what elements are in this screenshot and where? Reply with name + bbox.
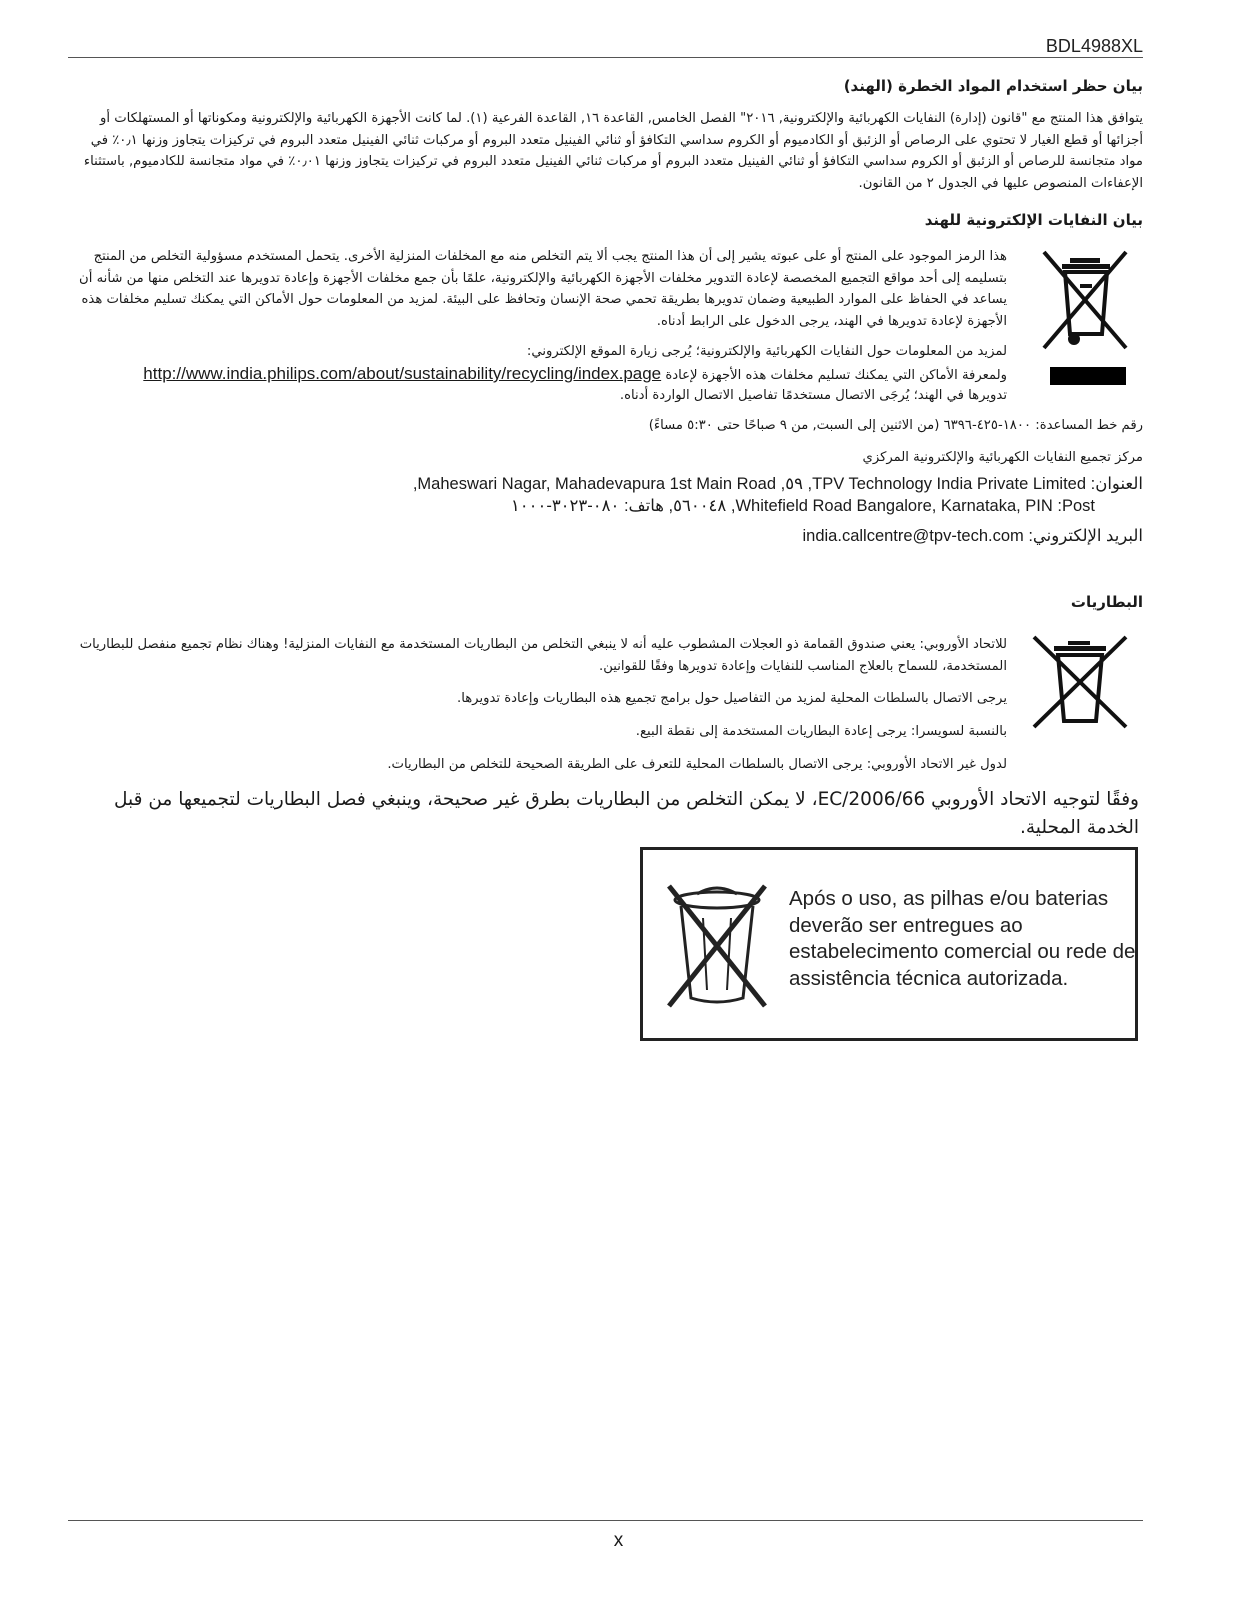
ewaste-link-intro: ولمعرفة الأماكن التي يمكنك تسليم مخلفات هذه الأجهزة لإعادة [665,368,1007,383]
battery-disposal-notice-text: Após o uso, as pilhas e/ou baterias deverão ser entregues ao estabelecimento comercial ou rede de assistência técnica autorizada. [789,887,1136,990]
footer-divider [68,1520,1143,1521]
hazardous-body: يتوافق هذا المنتج مع "قانون (إدارة) النفايات الكهربائية والإلكترونية, ٢٠١٦" الفصل الخامس, القاعدة ١٦, القاعدة الفرعية (١). لما كانت الأجهزة الكهربائية والإلكترونية ومكوناتها أو المستهلكات أو أجزائها أو قطع الغيار لا تحتوي على الرصاص أو الزئبق أو الكادميوم أو الكروم سداسي التكافؤ أو ثنائي الفينيل متعدد البروم أو مركبات ثنائي الفينيل متعدد البروم في تركيزات يتجاوز وزنها ٠٫١٪ في مواد متجانسة للرصاص أو الزئبق أو الكروم سداسي التكافؤ أو ثنائي الفينيل متعدد البروم أو مركبات ثنائي الفينيل متعدد البروم في تركيزات يتجاوز وزنها ٠٫٠١٪ في مواد متجانسة للكادميوم, باستثناء الإعفاءات المنصوص عليها في الجدول ٢ من القانون. [83,111,1143,191]
eu-directive-text: وفقًا لتوجيه الاتحاد الأوروبي 2006/66/EC، لا يمكن التخلص من البطاريات بطرق غير صحيحة، وينبغي فصل البطاريات لتجميعها من قبل الخدمة المحلية. [114,789,1139,838]
batteries-eu-text: للاتحاد الأوروبي: يعني صندوق القمامة ذو العجلات المشطوب عليه أنه لا ينبغي التخلص من البطاريات المستخدمة مع النفايات المنزلية! وهناك نظام تجميع منفصل للبطاريات المستخدمة، للسماح بالعلاج المناسب للنفايات وإعادة تدويرها وفقًا للقوانين. [79,637,1007,674]
ewaste-body: هذا الرمز الموجود على المنتج أو على عبوته يشير إلى أن هذا المنتج يجب ألا يتم التخلص منه مع المخلفات المنزلية الأخرى. يتحمل المستخدم مسؤولية التخلص من المنتج بتسليمه إلى أحد مواقع التجميع المخصصة لإعادة التدوير مخلفات الأجهزة الكهربائية والإلكترونية، علمًا بأن جمع مخلفات الأجهزة وإعادة تدويرها عند التخلص منها من شأنه أن يساعد في الحفاظ على الموارد الطبيعية وضمان تدويرها بطريقة تحمي صحة الإنسان وتحافظ على البيئة. لمزيد من المعلومات حول الأماكن التي يمكنك تسليم مخلفات هذه الأجهزة لإعادة تدويرها في الهند، يرجى الدخول على الرابط أدناه. [79,249,1007,329]
model-number: BDL4988XL [1045,36,1143,56]
address-line-1: العنوان: TPV Technology India Private Limited, ٥٩, Maheswari Nagar, Mahadevapura 1st Main Road, [412,475,1143,493]
recycling-link[interactable]: http://www.india.philips.com/about/sustainability/recycling/index.page [143,364,662,383]
batteries-contact-text: يرجى الاتصال بالسلطات المحلية لمزيد من التفاصيل حول برامج تجميع هذه البطاريات وإعادة تدويرها. [457,691,1007,706]
crossed-out-bin-icon [1030,633,1130,731]
page-number: x [613,1530,624,1551]
separate-collection-bar [1050,367,1126,385]
email-line: البريد الإلكتروني: india.callcentre@tpv-tech.com [802,527,1143,545]
batteries-non-eu-text: لدول غير الاتحاد الأوروبي: يرجى الاتصال بالسلطات المحلية للتعرف على الطريقة الصحيحة للتخلص من البطاريات. [387,757,1007,772]
helpline-text: رقم خط المساعدة: ١٨٠٠-٤٢٥-٦٣٩٦ (من الاثنين إلى السبت, من ٩ صباحًا حتى ٥:٣٠ مساءً) [648,418,1143,433]
hazardous-heading: بيان حظر استخدام المواد الخطرة (الهند) [843,77,1143,95]
address-line-2: Whitefield Road Bangalore, Karnataka, PIN :Post, ٥٦٠٠٤٨, هاتف: ٠٨٠-٣٠٢٣-١٠٠٠ [510,497,1095,515]
battery-disposal-notice-box [640,847,1138,1041]
ewaste-heading: بيان النفايات الإلكترونية للهند [924,211,1143,229]
ewaste-more-info: لمزيد من المعلومات حول النفايات الكهربائية والإلكترونية؛ يُرجى زيارة الموقع الإلكتروني: [526,344,1007,359]
ewaste-link-line [68,363,1007,387]
crossed-out-wheelie-bin-icon [1040,248,1130,352]
collection-center-title: مركز تجميع النفايات الكهربائية والإلكترونية المركزي [862,450,1143,465]
crossed-out-trash-can-icon [667,880,767,1010]
batteries-heading: البطاريات [1070,593,1143,611]
batteries-swiss-text: بالنسبة لسويسرا: يرجى إعادة البطاريات المستخدمة إلى نقطة البيع. [635,724,1007,739]
header-divider [68,57,1143,58]
ewaste-link-outro: تدويرها في الهند؛ يُرجَى الاتصال مستخدمًا تفاصيل الاتصال الواردة أدناه. [619,388,1007,403]
